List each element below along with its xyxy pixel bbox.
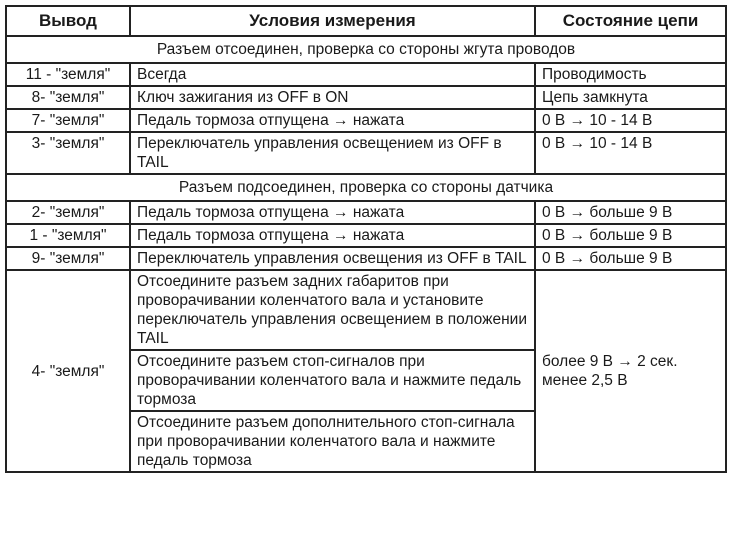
pin-cell: 11 - "земля" bbox=[6, 63, 130, 86]
state-cell: 0 В → 10 - 14 В bbox=[535, 132, 726, 174]
state-cell: 0 В → больше 9 В bbox=[535, 201, 726, 224]
state-cell: Цепь замкнута bbox=[535, 86, 726, 109]
condition-cell: Переключатель управления освещения из OFF в TAIL bbox=[130, 247, 535, 270]
table-row bbox=[6, 132, 726, 174]
circuit-check-table bbox=[5, 5, 727, 473]
condition-cell: Отсоедините разъем дополнительного стоп-сигнала при проворачивании коленчатого вала и нажмите педаль тормоза bbox=[130, 411, 535, 472]
pin-cell: 2- "земля" bbox=[6, 201, 130, 224]
state-cell: 0 В → больше 9 В bbox=[535, 224, 726, 247]
table-row bbox=[6, 270, 726, 350]
pin-cell: 8- "земля" bbox=[6, 86, 130, 109]
condition-cell: Ключ зажигания из OFF в ON bbox=[130, 86, 535, 109]
pin-cell: 3- "земля" bbox=[6, 132, 130, 174]
condition-cell: Педаль тормоза отпущена → нажата bbox=[130, 201, 535, 224]
condition-cell: Переключатель управления освещением из OFF в TAIL bbox=[130, 132, 535, 174]
section-title-harness: Разъем отсоединен, проверка со стороны жгута проводов bbox=[6, 36, 726, 63]
condition-cell: Педаль тормоза отпущена → нажата bbox=[130, 109, 535, 132]
header-row bbox=[6, 6, 726, 36]
table-row bbox=[6, 63, 726, 86]
table-row bbox=[6, 86, 726, 109]
pin-cell: 7- "земля" bbox=[6, 109, 130, 132]
header-state: Состояние цепи bbox=[535, 6, 726, 36]
section-title-sensor: Разъем подсоединен, проверка со стороны датчика bbox=[6, 174, 726, 201]
condition-cell: Отсоедините разъем стоп-сигналов при проворачивании коленчатого вала и нажмите педаль тормоза bbox=[130, 350, 535, 411]
table-row bbox=[6, 247, 726, 270]
pin-cell: 9- "земля" bbox=[6, 247, 130, 270]
state-cell: 0 В → больше 9 В bbox=[535, 247, 726, 270]
section-row-2 bbox=[6, 174, 726, 201]
header-condition: Условия измерения bbox=[130, 6, 535, 36]
table-row bbox=[6, 109, 726, 132]
pin-cell: 1 - "земля" bbox=[6, 224, 130, 247]
state-cell: 0 В → 10 - 14 В bbox=[535, 109, 726, 132]
pin-cell: 4- "земля" bbox=[6, 270, 130, 472]
header-pin: Вывод bbox=[6, 6, 130, 36]
section-row-1 bbox=[6, 36, 726, 63]
table-row bbox=[6, 201, 726, 224]
state-cell: Проводимость bbox=[535, 63, 726, 86]
table-row bbox=[6, 224, 726, 247]
state-cell: более 9 В → 2 сек. менее 2,5 В bbox=[535, 270, 726, 472]
spec-table-wrapper bbox=[5, 5, 725, 473]
condition-cell: Отсоедините разъем задних габаритов при проворачивании коленчатого вала и установите переключатель управления освещением в положении TAIL bbox=[130, 270, 535, 350]
condition-cell: Всегда bbox=[130, 63, 535, 86]
condition-cell: Педаль тормоза отпущена → нажата bbox=[130, 224, 535, 247]
